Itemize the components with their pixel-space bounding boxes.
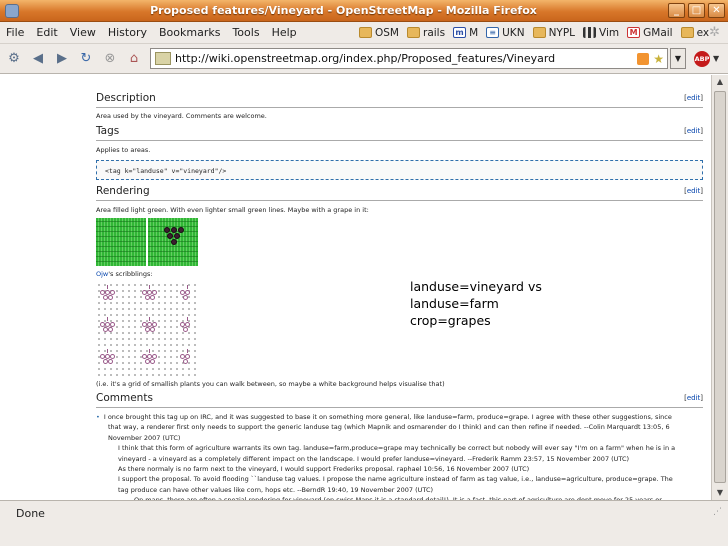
grape-sketch-icon bbox=[142, 288, 156, 303]
edit-link[interactable]: [edit] bbox=[684, 394, 703, 402]
bookmark-label: Vim bbox=[599, 26, 620, 39]
bookmark-rails[interactable] bbox=[407, 27, 445, 39]
resize-grip-icon[interactable]: ⋰ bbox=[713, 507, 722, 517]
extension-icon[interactable]: ⚙ bbox=[8, 51, 20, 66]
grape-sketch-icon bbox=[100, 320, 114, 335]
url-text[interactable]: http://wiki.openstreetmap.org/index.php/Proposed_features/Vineyard bbox=[175, 52, 556, 65]
menubar bbox=[0, 22, 728, 44]
back-arrow-icon[interactable]: ◀ bbox=[33, 51, 43, 66]
edit-link[interactable]: [edit] bbox=[684, 127, 703, 135]
grape-sketch-icon bbox=[100, 288, 114, 303]
rendering-text: Area filled light green. With even lighter small green lines. Maybe with a grape in it: bbox=[96, 206, 369, 214]
bookmark-label: GMail bbox=[643, 26, 673, 39]
menu-history[interactable]: History bbox=[107, 26, 147, 39]
ukn-icon: ≡ bbox=[486, 27, 499, 38]
edit-link-label[interactable]: edit bbox=[686, 394, 701, 402]
comment-line: November 2007 (UTC) bbox=[108, 433, 181, 442]
overlay-line: crop=grapes bbox=[410, 313, 491, 328]
scribble-intro bbox=[96, 270, 153, 278]
grape-sketch-icon bbox=[180, 320, 194, 335]
folder-icon bbox=[681, 27, 694, 38]
grape-sketch-icon bbox=[142, 320, 156, 335]
site-favicon-icon bbox=[155, 52, 171, 65]
vineyard-grape-pattern-image bbox=[148, 218, 198, 266]
vineyard-pattern-image bbox=[96, 218, 146, 266]
gmail-icon: M bbox=[627, 27, 640, 38]
section-title: Comments bbox=[96, 392, 153, 404]
tag-code: <tag k="landuse" v="vineyard"/> bbox=[105, 167, 227, 175]
pattern-lines bbox=[96, 218, 146, 266]
url-history-dropdown[interactable]: ▼ bbox=[670, 48, 686, 69]
bars-icon bbox=[583, 27, 596, 38]
folder-icon bbox=[533, 27, 546, 38]
bookmark-vim[interactable] bbox=[583, 27, 619, 39]
home-icon[interactable]: ⌂ bbox=[129, 51, 139, 66]
rss-feed-icon[interactable] bbox=[637, 53, 649, 65]
overlay-annotation bbox=[410, 278, 542, 329]
menu-help[interactable]: Help bbox=[271, 26, 297, 39]
bookmark-label: UKN bbox=[502, 26, 525, 39]
window-title: Proposed features/Vineyard - OpenStreetMap - Mozilla Firefox bbox=[150, 4, 537, 17]
tag-code-block bbox=[96, 160, 703, 180]
comment-line: tag produce can have other values like corn, hops etc. --BerndR 19:40, 19 November 2007 (UTC) bbox=[118, 485, 434, 494]
folder-icon bbox=[359, 27, 372, 38]
grape-sketch-icon bbox=[180, 352, 194, 367]
section-tags-heading bbox=[96, 125, 703, 141]
grape-sketch-icon bbox=[180, 288, 194, 303]
bookmark-osm[interactable] bbox=[359, 27, 399, 39]
comment-line: • I once brought this tag up on IRC, and it was suggested to base it on something more general, like landuse=farm, produce=grape. I agree with these other suggestions, since bbox=[96, 412, 702, 422]
bookmark-nypl[interactable] bbox=[533, 27, 575, 39]
close-button[interactable]: ✕ bbox=[708, 3, 725, 18]
bookmark-label: OSM bbox=[375, 26, 399, 39]
reload-icon[interactable]: ↻ bbox=[80, 51, 92, 66]
scrollbar-thumb[interactable] bbox=[714, 91, 726, 483]
edit-link-label[interactable]: edit bbox=[686, 127, 701, 135]
status-text: Done bbox=[16, 507, 45, 520]
grape-sketch-icon bbox=[100, 352, 114, 367]
comment-line: that way, a renderer first only needs to support the generic landuse tag (which Mapnik and osmarender do I think) and can then refine if needed. --Colin Marquardt 13:05, 6 bbox=[108, 423, 670, 432]
overlay-line: landuse=farm bbox=[410, 296, 499, 311]
bookmark-label: NYPL bbox=[548, 26, 576, 39]
section-title: Description bbox=[96, 92, 156, 104]
user-link-ojw[interactable]: Ojw bbox=[96, 270, 109, 278]
window-titlebar bbox=[0, 0, 728, 22]
throbber-icon: ✲ bbox=[709, 25, 720, 40]
edit-link-label[interactable]: edit bbox=[686, 187, 701, 195]
section-title: Rendering bbox=[96, 185, 150, 197]
minimize-button[interactable]: _ bbox=[668, 3, 685, 18]
url-bar[interactable] bbox=[150, 48, 668, 69]
section-description-heading bbox=[96, 92, 703, 108]
menu-file[interactable]: File bbox=[6, 26, 25, 39]
section-comments-heading bbox=[96, 392, 703, 408]
bookmark-gmail[interactable] bbox=[627, 27, 672, 39]
menu-edit[interactable]: Edit bbox=[36, 26, 58, 39]
scroll-down-icon[interactable]: ▼ bbox=[716, 488, 724, 497]
scroll-up-icon[interactable]: ▲ bbox=[716, 77, 724, 86]
status-bar bbox=[0, 500, 728, 546]
bookmark-ex[interactable] bbox=[681, 27, 710, 39]
grape-icon bbox=[164, 227, 184, 249]
bookmark-label: ex bbox=[696, 26, 710, 39]
comment-line: As there normaly is no farm next to the vineyard, I would support Frederiks proposal. raphael 10:56, 16 November 2007 (UTC) bbox=[118, 465, 530, 474]
firefox-icon bbox=[5, 4, 19, 18]
comments-list bbox=[96, 412, 702, 506]
section-title: Tags bbox=[96, 125, 120, 137]
comment-line: vineyard - a vineyard as a completely different impact on the landscape. I would prefer landuse=vineyard. --Frederik Ramm 23:57, 15 November 2007 (UTC) bbox=[118, 454, 630, 463]
menu-bookmarks[interactable]: Bookmarks bbox=[158, 26, 221, 39]
edit-link-label[interactable]: edit bbox=[686, 94, 701, 102]
bookmark-label: M bbox=[469, 26, 479, 39]
scribble-suffix: 's scribblings: bbox=[108, 270, 153, 278]
maximize-button[interactable]: □ bbox=[688, 3, 705, 18]
menu-tools[interactable]: Tools bbox=[232, 26, 260, 39]
rendering-caption: (i.e. it's a grid of smallish plants you can walk between, so maybe a white background helps visualise that) bbox=[96, 380, 445, 388]
adblock-icon[interactable]: ABP bbox=[694, 51, 710, 67]
chevron-down-icon[interactable]: ▼ bbox=[713, 54, 720, 63]
navigation-toolbar bbox=[0, 44, 728, 74]
edit-link[interactable]: [edit] bbox=[684, 187, 703, 195]
menu-view[interactable]: View bbox=[69, 26, 96, 39]
section-rendering-heading bbox=[96, 185, 703, 201]
bookmark-ukn[interactable] bbox=[486, 27, 524, 39]
bookmark-label: rails bbox=[423, 26, 446, 39]
overlay-line: landuse=vineyard vs bbox=[410, 279, 542, 294]
forward-arrow-icon[interactable]: ▶ bbox=[57, 51, 67, 66]
stop-icon[interactable]: ⊗ bbox=[104, 51, 116, 66]
applies-text: Applies to areas. bbox=[96, 146, 151, 154]
grape-sketch-icon bbox=[142, 352, 156, 367]
vertical-scrollbar[interactable] bbox=[711, 75, 728, 500]
grape-scribble-image bbox=[96, 282, 196, 377]
comment-line: I support the proposal. To avoid flooding ``landuse tag values. I propose the name agriculture instead of farm as tag value, i.e., landuse=agriculture, produce=grape. The bbox=[118, 475, 673, 484]
folder-icon bbox=[407, 27, 420, 38]
bookmark-m[interactable] bbox=[453, 27, 478, 39]
m-icon: m bbox=[453, 27, 466, 38]
comment-line: I think that this form of agriculture warrants its own tag. landuse=farm,produce=grape may technically be correct but nobody will ever say "I'm on a farm" when he is in a bbox=[118, 444, 676, 453]
edit-link[interactable]: [edit] bbox=[684, 94, 703, 102]
bookmark-star-icon[interactable]: ★ bbox=[653, 51, 664, 66]
description-text: Area used by the vineyard. Comments are welcome. bbox=[96, 112, 267, 120]
